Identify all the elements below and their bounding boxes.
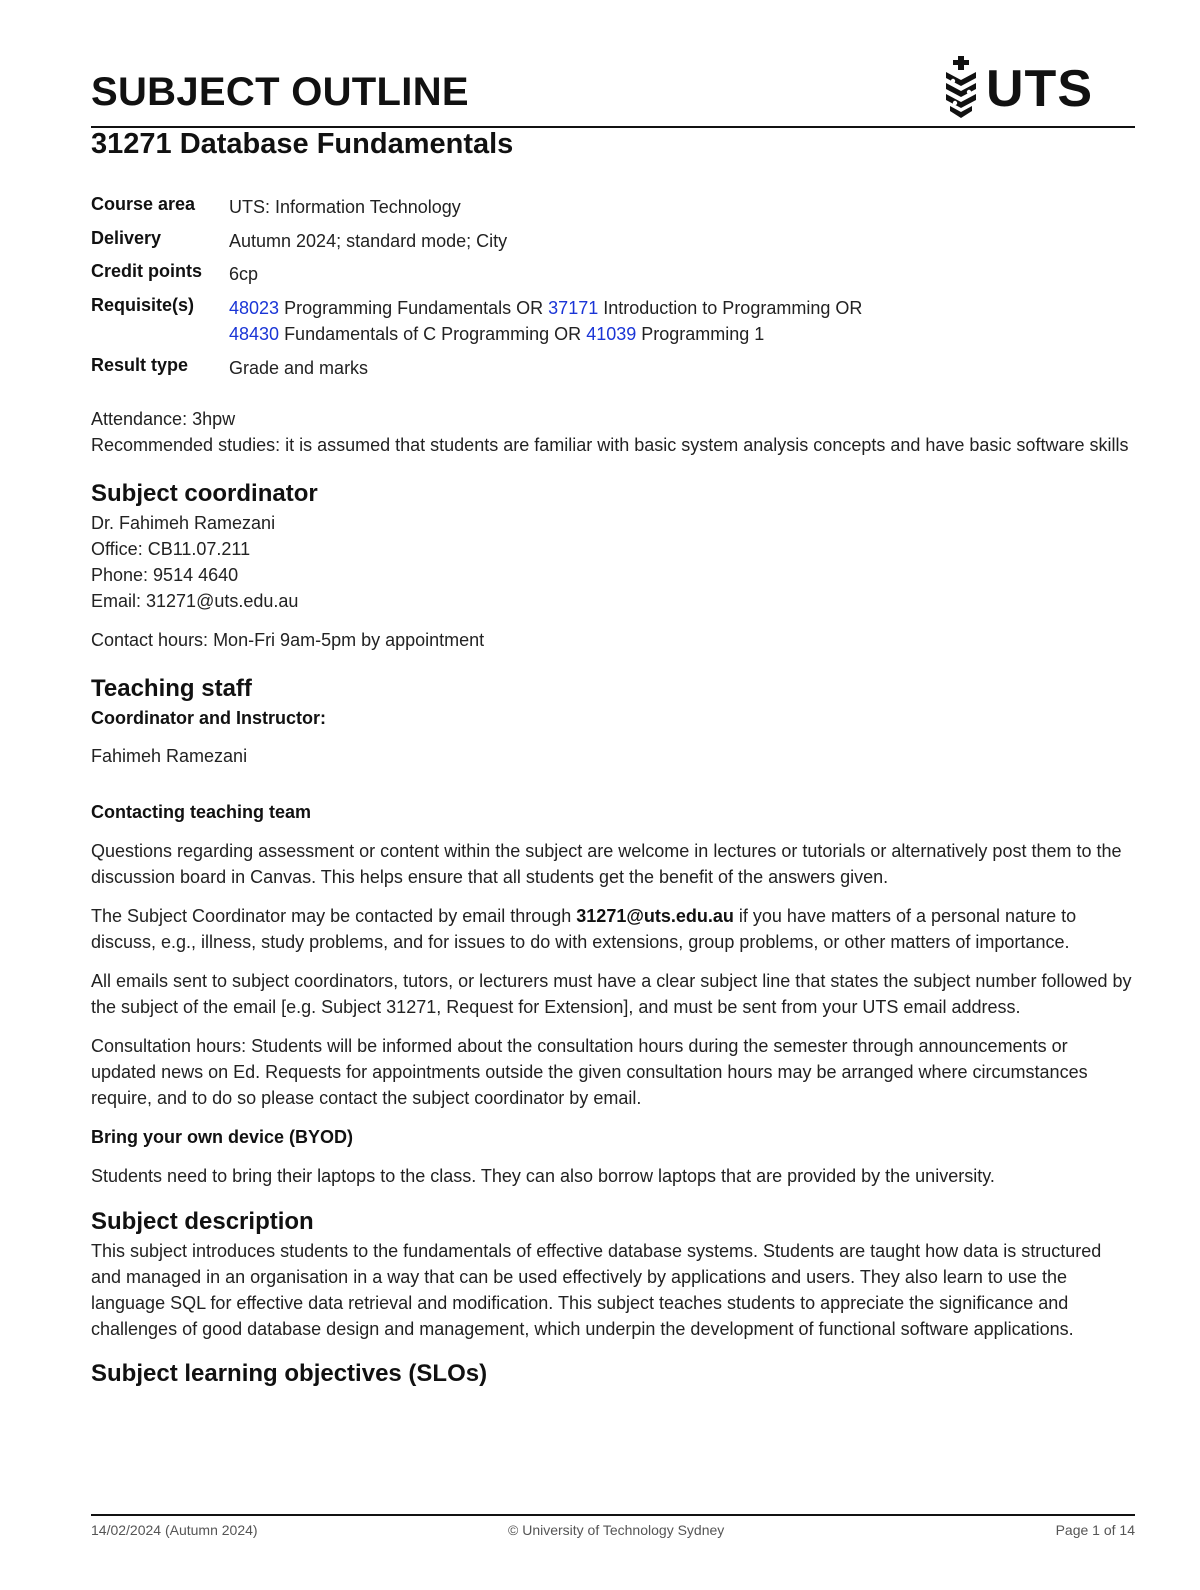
contacting-teaching-team-heading: Contacting teaching team xyxy=(91,802,312,822)
meta-row-requisites xyxy=(91,295,1135,347)
requisite-link-48430[interactable]: 48430 xyxy=(229,324,280,344)
requisite-name: Fundamentals of C Programming OR xyxy=(279,324,587,344)
contact-hours-text: Contact hours: Mon-Fri 9am-5pm by appointment xyxy=(91,630,485,650)
requisites-line-2 xyxy=(229,321,1135,347)
uts-crest-icon xyxy=(942,56,980,122)
subject-meta xyxy=(91,194,1135,381)
document-title: SUBJECT OUTLINE xyxy=(91,70,469,114)
subject-description-heading: Subject description xyxy=(91,1208,314,1235)
subject-title: 31271 Database Fundamentals xyxy=(91,128,514,160)
requisite-name: Programming 1 xyxy=(636,324,765,344)
byod-text: Students need to bring their laptops to the class. They can also borrow laptops that are provided by the university. xyxy=(91,1166,995,1186)
coordinator-phone: Phone: 9514 4640 xyxy=(91,565,239,585)
course-area-label: Course area xyxy=(91,194,196,214)
credit-points-value: 6cp xyxy=(229,264,259,284)
footer-copyright: © University of Technology Sydney xyxy=(508,1522,725,1538)
result-type-value: Grade and marks xyxy=(229,358,369,378)
meta-row-delivery xyxy=(91,228,1135,254)
requisites-value xyxy=(229,295,1135,347)
uts-logo xyxy=(942,54,1093,124)
delivery-value: Autumn 2024; standard mode; City xyxy=(229,231,508,251)
subject-coordinator-heading: Subject coordinator xyxy=(91,480,318,507)
contacting-paragraph-3: All emails sent to subject coordinators, tutors, or lecturers must have a clear subject line that states the subject number followed by the subject of the email [e.g. Subject 31271, Request for Extension], and must be sent from your UTS email address. xyxy=(91,971,1132,1017)
contacting-paragraph-1: Questions regarding assessment or content within the subject are welcome in lectures or tutorials or alternatively post them to the discussion board in Canvas. This helps ensure that all students get the benefit of the answers given. xyxy=(91,841,1122,887)
paragraph-text: if you have matters of a personal nature to discuss, e.g., illness, study problems, and for issues to do with extensions, group problems, or other matters of importance. xyxy=(91,906,1077,952)
result-type-label: Result type xyxy=(91,355,189,375)
coordinator-instructor-label: Coordinator and Instructor: xyxy=(91,708,326,728)
credit-points-label: Credit points xyxy=(91,261,202,281)
meta-row-course-area xyxy=(91,194,1135,220)
staff-name: Fahimeh Ramezani xyxy=(91,746,248,766)
consultation-hours-paragraph: Consultation hours: Students will be informed about the consultation hours during the semester through announcements or updated news on Ed. Requests for appointments outside the given consultation hours may be arranged where circumstances require, and to do so please contact the subject coordinator by email. xyxy=(91,1036,1088,1108)
requisite-name: Introduction to Programming OR xyxy=(598,298,863,318)
coordinator-office: Office: CB11.07.211 xyxy=(91,539,251,559)
recommended-studies-text: Recommended studies: it is assumed that students are familiar with basic system analysis concepts and have basic software skills xyxy=(91,435,1129,455)
attendance-text: Attendance: 3hpw xyxy=(91,409,236,429)
requisite-name: Programming Fundamentals OR xyxy=(279,298,549,318)
teaching-staff-heading: Teaching staff xyxy=(91,675,252,702)
meta-row-result-type xyxy=(91,355,1135,381)
requisites-label: Requisite(s) xyxy=(91,295,195,315)
requisite-link-41039[interactable]: 41039 xyxy=(586,324,637,344)
page-footer xyxy=(91,1514,1135,1538)
footer-date: 14/02/2024 (Autumn 2024) xyxy=(91,1522,258,1538)
coordinator-name: Dr. Fahimeh Ramezani xyxy=(91,513,276,533)
paragraph-text: The Subject Coordinator may be contacted by email through xyxy=(91,906,577,926)
requisite-link-37171[interactable]: 37171 xyxy=(548,298,599,318)
contacting-paragraph-2 xyxy=(91,903,1135,955)
uts-logo-text: UTS xyxy=(986,60,1093,118)
footer-page-number: Page 1 of 14 xyxy=(1055,1522,1135,1538)
meta-row-credit-points xyxy=(91,261,1135,287)
coordinator-email: Email: 31271@uts.edu.au xyxy=(91,591,299,611)
requisite-link-48023[interactable]: 48023 xyxy=(229,298,280,318)
subject-description-text: This subject introduces students to the fundamentals of effective database systems. Students are taught how data is structured and managed in an organisation in a way that can be used effectively by applications and users. They also learn to use the language SQL for effective data retrieval and modification. This subject teaches students to appreciate the significance and challenges of good database design and management, which underpin the development of functional software applications. xyxy=(91,1241,1102,1339)
byod-heading: Bring your own device (BYOD) xyxy=(91,1127,354,1147)
document-page xyxy=(91,0,1135,1590)
requisites-line-1 xyxy=(229,295,1135,321)
document-body xyxy=(91,406,1135,1390)
learning-objectives-heading: Subject learning objectives (SLOs) xyxy=(91,1360,488,1387)
coordinator-email-bold: 31271@uts.edu.au xyxy=(576,906,734,926)
delivery-label: Delivery xyxy=(91,228,162,248)
course-area-value: UTS: Information Technology xyxy=(229,197,461,217)
page-header xyxy=(91,60,1135,128)
